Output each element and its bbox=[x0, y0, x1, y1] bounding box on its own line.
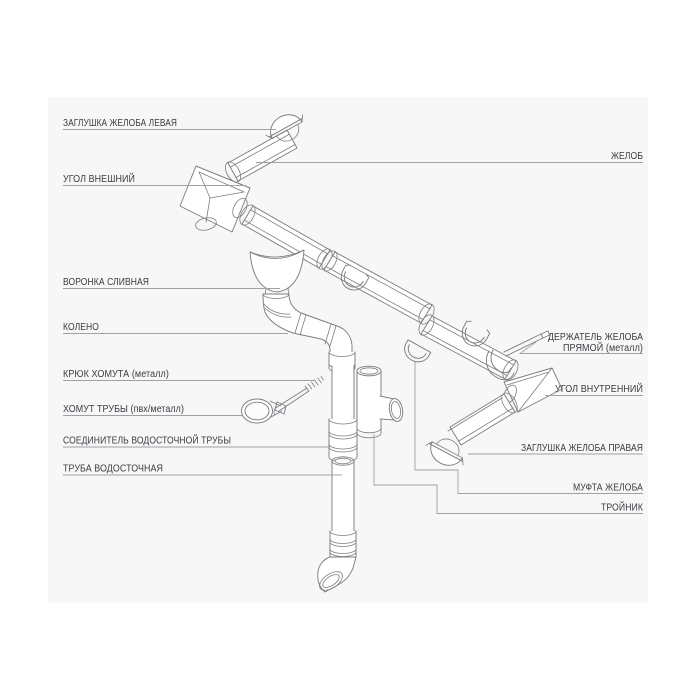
label-downpipe-connector: СОЕДИНИТЕЛЬ ВОДОСТОЧНОЙ ТРУБЫ bbox=[63, 435, 259, 447]
label-tee: ТРОЙНИК bbox=[601, 502, 650, 514]
label-gutter-coupling: МУФТА ЖЕЛОБА bbox=[573, 482, 644, 494]
label-elbow: КОЛЕНО bbox=[63, 322, 100, 333]
label-gutter-holder-line1: ДЕРЖАТЕЛЬ ЖЕЛОБА bbox=[548, 332, 644, 343]
label-gutter-end-cap-left: ЗАГЛУШКА ЖЕЛОБА ЛЕВАЯ bbox=[63, 118, 177, 129]
label-clamp-hook: КРЮК ХОМУТА (металл) bbox=[63, 369, 169, 380]
label-outer-corner: УГОЛ ВНЕШНИЙ bbox=[63, 174, 144, 185]
label-downpipe: ТРУБА ВОДОСТОЧНАЯ bbox=[63, 463, 163, 475]
part-downpipe-upper bbox=[332, 366, 354, 420]
label-inner-corner: УГОЛ ВНУТРЕННИЙ bbox=[555, 384, 654, 395]
part-downpipe-lower bbox=[332, 457, 354, 531]
part-downpipe-coupling-lower bbox=[330, 531, 356, 557]
label-pipe-clamp: ХОМУТ ТРУБЫ (пвх/металл) bbox=[63, 404, 184, 415]
label-drain-funnel: ВОРОНКА СЛИВНАЯ bbox=[63, 277, 149, 288]
label-gutter-end-cap-right: ЗАГЛУШКА ЖЕЛОБА ПРАВАЯ bbox=[521, 443, 643, 454]
label-gutter: ЖЕЛОБ bbox=[611, 151, 644, 162]
label-gutter-holder-line2: ПРЯМОЙ (металл) bbox=[563, 343, 652, 354]
part-downpipe-connector bbox=[329, 419, 357, 462]
